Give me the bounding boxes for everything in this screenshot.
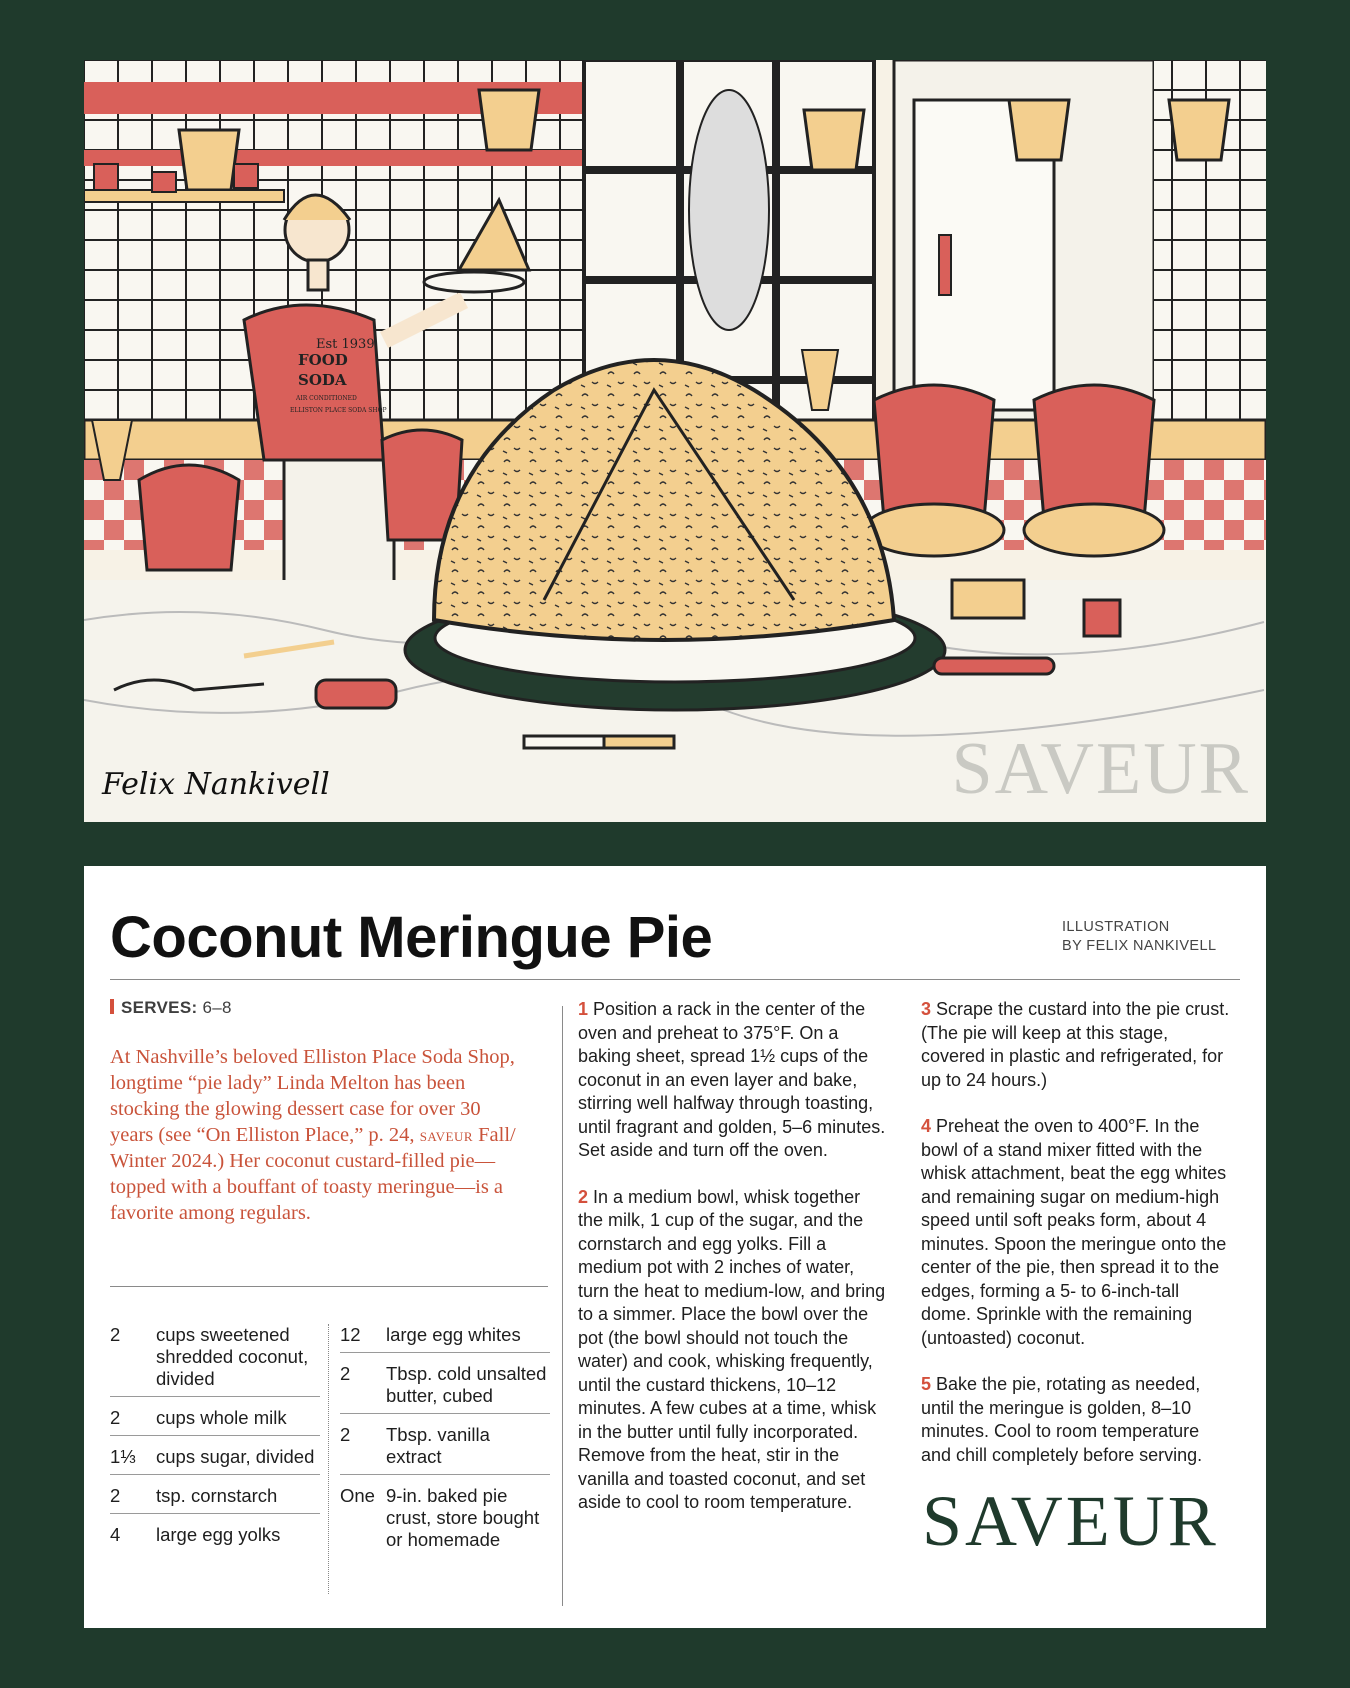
ingredient-item: Tbsp. cold unsalted butter, cubed [386,1363,547,1406]
ingredient-row [110,1407,320,1436]
step-text: Position a rack in the center of the oven and preheat to 375°F. On a baking sheet, spread 1½ cups of the coconut in an even layer and bake, stirring well halfway through toasting, until fragrant and golden, 5–6 minutes. Set aside and turn off the oven. [578,999,886,1160]
serves-value: 6–8 [202,998,232,1017]
ingredient-row [110,1446,320,1475]
step-number: 4 [921,1116,932,1136]
shirt-text-soda: SODA [298,371,347,389]
ingredients-list-left [110,1324,320,1562]
serves-marker [110,999,114,1014]
title-divider [110,979,1240,980]
step-number: 3 [921,999,932,1019]
ingredient-qty: 2 [110,1407,121,1428]
steps-column-2 [921,998,1233,1490]
ingredient-row [340,1363,550,1414]
shirt-text-est: Est 1939 [316,337,375,352]
intro-divider [110,1286,548,1287]
ingredient-row [340,1485,550,1557]
ingredient-qty: 1⅓ [110,1446,136,1467]
step-text: In a medium bowl, whisk together the milk, 1 cup of the sugar, and the cornstarch and egg yolks. Fill a medium pot with 2 inches of water, turn the heat to medium-low, and bring to a simmer. Place the bowl over the pot (the bowl should not touch the water) and cook, whisking frequently, until the custard thickens, 10–12 minutes. A few cubes at a time, whisk in the butter until fully incorporated. Remove from the heat, stir in the vanilla and toasted coconut, and set aside to cool to room temperature. [578,1186,886,1512]
ingredient-item: large egg yolks [156,1524,281,1545]
ingredient-qty: 2 [110,1324,121,1345]
intro-brand: saveur [419,1125,474,1145]
serves-line [110,998,232,1018]
intro-text-part2: Fall/ Winter 2024.) Her coconut custard-filled pie—topped with a bouffant of toasty meringue—is a favorite among regulars. [110,1124,516,1224]
ingredient-qty: 2 [340,1424,351,1445]
credit-line-1: ILLUSTRATION [1062,919,1170,935]
saveur-watermark: SAVEUR [951,728,1250,810]
ingredients-divider [328,1324,329,1594]
ingredient-row [340,1324,550,1353]
recipe-intro [110,1044,520,1226]
recipe-step [921,1373,1233,1467]
step-number: 2 [578,1186,589,1207]
credit-line-2: BY FELIX NANKIVELL [1062,938,1217,954]
shirt-text-air: AIR CONDITIONED [296,395,357,402]
cover-illustration [84,60,1266,822]
step-text: Bake the pie, rotating as needed, until the meringue is golden, 8–10 minutes. Cool to room temperature and chill completely before serving. [921,1374,1203,1465]
serves-label: SERVES: [121,998,198,1017]
illustration-credit [1062,918,1252,956]
ingredient-row [110,1485,320,1514]
recipe-step [921,1115,1233,1350]
ingredient-qty: 12 [340,1324,361,1345]
ingredient-item: large egg whites [386,1324,521,1345]
diner-illustration [84,60,1266,822]
step-number: 1 [578,999,589,1019]
ingredient-qty: 2 [110,1485,121,1506]
step-text: Preheat the oven to 400°F. In the bowl of a stand mixer fitted with the whisk attachment, beat the egg whites and remaining sugar on medium-high speed until soft peaks form, about 4 minutes. Spoon the meringue onto the center of the pie, then spread it to the edges, forming a 5- to 6-inch-tall dome. Sprinkle with the remaining (untoasted) coconut. [921,1116,1227,1348]
ingredient-qty: 2 [340,1363,351,1384]
recipe-step [578,998,890,1163]
shirt-text-elliston: ELLISTON PLACE SODA SHOP [290,407,387,414]
ingredient-qty: 4 [110,1524,121,1545]
ingredient-row [110,1524,320,1552]
recipe-step [921,998,1233,1092]
ingredient-item: tsp. cornstarch [156,1485,278,1506]
ingredient-item: cups whole milk [156,1407,287,1428]
ingredient-item: cups sugar, divided [156,1446,315,1467]
ingredients-list-right [340,1324,550,1567]
intro-text-part1: At Nashville’s beloved Elliston Place Soda Shop, longtime “pie lady” Linda Melton has been stocking the glowing dessert case for over 30 years (see “On Elliston Place,” p. 24, [110,1046,515,1146]
saveur-logo: SAVEUR [922,1481,1219,1561]
ingredient-row [340,1424,550,1475]
recipe-step [578,1186,890,1515]
shirt-text-food: FOOD [298,351,348,369]
ingredient-item: 9-in. baked pie crust, store bought or homemade [386,1485,540,1550]
ingredient-item: Tbsp. vanilla extract [386,1424,490,1467]
recipe-title: Coconut Meringue Pie [110,905,713,970]
ingredient-qty: One [340,1485,375,1506]
column-divider [562,1006,563,1606]
ingredient-item: cups sweetened shredded coconut, divided [156,1324,309,1389]
steps-column-1 [578,998,890,1538]
step-text: Scrape the custard into the pie crust. (The pie will keep at this stage, covered in plastic and refrigerated, for up to 24 hours.) [921,999,1230,1090]
ingredient-row [110,1324,320,1397]
step-number: 5 [921,1374,932,1394]
recipe-card [84,866,1266,1628]
illustrator-signature: Felix Nankivell [102,767,330,802]
